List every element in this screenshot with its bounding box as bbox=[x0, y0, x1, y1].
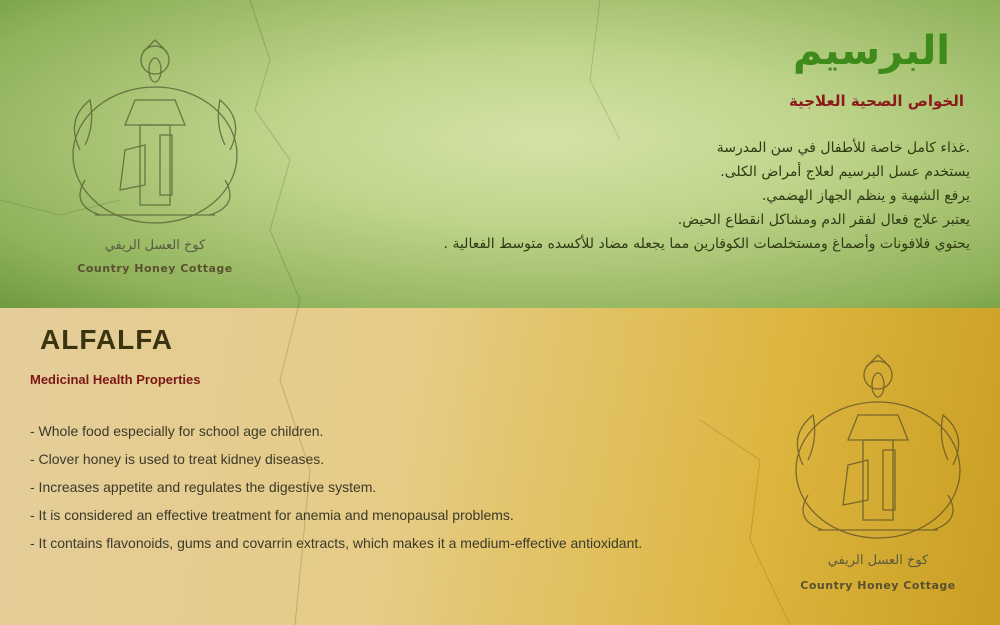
list-item: يحتوي فلافونات وأصماغ ومستخلصات الكوفارين مما يجعله مضاد للأكسده متوسط الفعالية . bbox=[443, 236, 970, 252]
list-item: يعتبر علاج فعال لفقر الدم ومشاكل انقطاع الحيض. bbox=[677, 212, 970, 228]
arabic-properties-list bbox=[444, 136, 970, 256]
list-item: - Whole food especially for school age children. bbox=[30, 423, 324, 439]
english-subtitle: Medicinal Health Properties bbox=[30, 372, 201, 387]
english-properties-list bbox=[30, 417, 642, 557]
logo-english-name: Country Honey Cottage bbox=[77, 262, 233, 275]
logo-top bbox=[55, 30, 255, 280]
english-title: ALFALFA bbox=[40, 324, 173, 355]
logo-bottom bbox=[778, 345, 978, 600]
list-item: يستخدم عسل البرسيم لعلاج أمراض الكلى. bbox=[720, 164, 970, 180]
list-item: - It contains flavonoids, gums and covarrin extracts, which makes it a medium-effective antioxidant. bbox=[30, 535, 643, 551]
list-item: يرفع الشهية و ينظم الجهاز الهضمي. bbox=[761, 188, 970, 204]
list-item: - Clover honey is used to treat kidney diseases. bbox=[30, 451, 325, 467]
list-item: - Increases appetite and regulates the digestive system. bbox=[30, 479, 377, 495]
honey-cottage-crest-icon bbox=[55, 30, 255, 240]
list-item: .غذاء كامل خاصة للأطفال في سن المدرسة bbox=[716, 140, 970, 156]
logo-arabic-name: كوخ العسل الريفي bbox=[104, 238, 206, 253]
arabic-title: البرسيم bbox=[793, 28, 950, 74]
list-item: - It is considered an effective treatment for anemia and menopausal problems. bbox=[30, 507, 514, 523]
logo-arabic-name: كوخ العسل الريفي bbox=[827, 553, 929, 568]
honey-cottage-crest-icon bbox=[778, 345, 978, 555]
arabic-subtitle: الخواص الصحية العلاجية bbox=[789, 92, 964, 110]
logo-english-name: Country Honey Cottage bbox=[800, 579, 956, 592]
